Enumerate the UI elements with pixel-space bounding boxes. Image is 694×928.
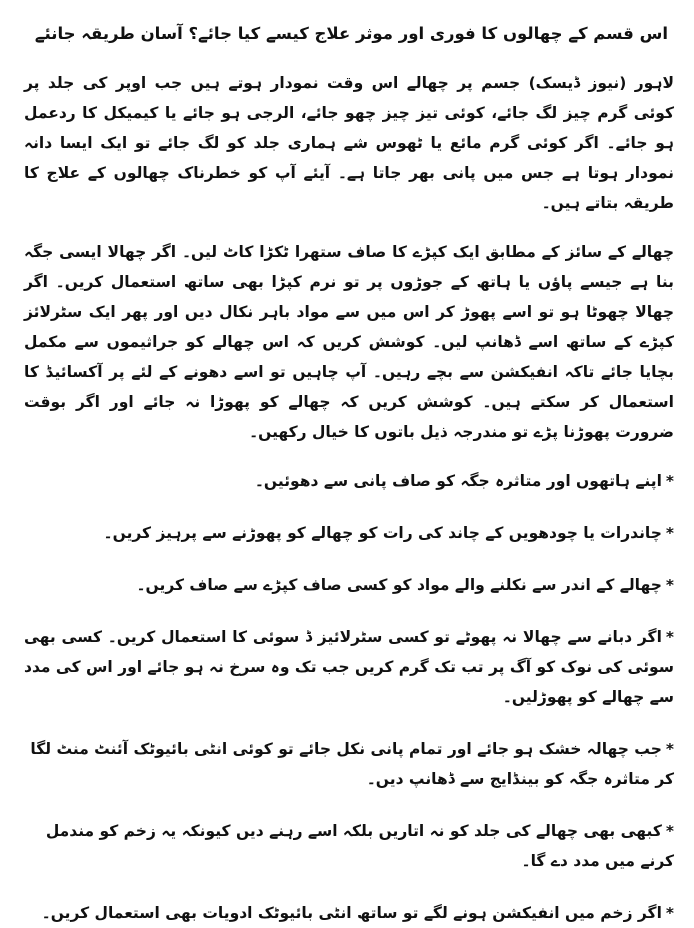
bullet-text: جب چھالہ خشک ہو جائے اور تمام پانی نکل جائے تو کوئی انٹی بائیوٹک آئنٹ منٹ لگا کر متاثرہ جگہ کو بینڈایج سے ڈھانپ دیں۔ — [30, 740, 674, 788]
bullet-text: اگر دبانے سے چھالا نہ پھوٹے تو کسی سٹرلائیز ڈ سوئی کا استعمال کریں۔ کسی بھی سوئی کی نوک کو آگ پر تب تک گرم کریں جب تک وہ سرخ نہ ہو جائے اور اس کی مدد سے چھالے کو پھوڑلیں۔ — [24, 628, 674, 706]
bullet-marker: * — [665, 576, 674, 594]
intro-paragraph: لاہور (نیوز ڈیسک) جسم پر چھالے اس وقت نمودار ہوتے ہیں جب اوپر کی جلد پر کوئی گرم چیز لگ جائے، کوئی تیز چیز چھو جائے، الرجی ہو جائے یا کیمیکل کا ردعمل ہو جائے۔ اگر کوئی گرم مائع یا ٹھوس شے ہماری جلد کو لگ جائے تو ایک ایسا دانہ نمودار ہوتا ہے جس میں پانی بھر جاتا ہے۔ آیئے آپ کو خطرناک چھالوں کے علاج کا طریقہ بتاتے ہیں۔ — [24, 74, 674, 212]
bullet-text: چاندرات یا چودھویں کے چاند کی رات کو چھالے کو پھوڑنے سے پرہیز کریں۔ — [103, 524, 662, 542]
bullet-marker: * — [665, 904, 674, 922]
bullet-item — [24, 570, 674, 600]
bullet-text: کبھی بھی چھالے کی جلد کو نہ اتاریں بلکہ اسے رہنے دیں کیونکہ یہ زخم کو مندمل کرنے میں مدد دے گا۔ — [45, 822, 674, 870]
bullet-item — [24, 622, 674, 712]
bullet-marker: * — [665, 628, 674, 646]
bullet-item — [24, 816, 674, 876]
bullet-text: اگر زخم میں انفیکشن ہونے لگے تو ساتھ انٹی بائیوٹک ادویات بھی استعمال کریں۔ — [41, 904, 662, 922]
bullet-marker: * — [665, 472, 674, 490]
bullet-text: چھالے کے اندر سے نکلنے والے مواد کو کسی صاف کپڑے سے صاف کریں۔ — [136, 576, 662, 594]
bullet-item — [24, 518, 674, 548]
bullet-marker: * — [665, 740, 674, 758]
bullet-item — [24, 898, 674, 928]
article-title: اس قسم کے چھالوں کا فوری اور موثر علاج کیسے کیا جائے؟ آسان طریقہ جانئے — [34, 24, 668, 43]
bullet-marker: * — [665, 822, 674, 840]
bullet-item — [24, 734, 674, 794]
treatment-paragraph: چھالے کے سائز کے مطابق ایک کپڑے کا صاف ستھرا ٹکڑا کاٹ لیں۔ اگر چھالا ایسی جگہ بنا ہے جیسے پاؤں یا ہاتھ کے جوڑوں پر تو نرم کپڑا بھی ساتھ استعمال کریں۔ اگر چھالا چھوٹا ہو تو اسے پھوڑ کر اس میں سے مواد باہر نکال دیں اور پھر ایک سٹرلائز کپڑے کے ساتھ اسے ڈھانپ لیں۔ کوشش کریں کہ اس چھالے کو جراثیموں سے مکمل بچایا جائے تاکہ انفیکشن سے بچے رہیں۔ آپ چاہیں تو اسے دھونے کے لئے پر آکسائیڈ کا استعمال کر سکتے ہیں۔ کوشش کریں کہ چھالے کو پھوڑا نہ جائے اور اگر بوقت ضرورت پھوڑنا پڑے تو مندرجہ ذیل باتوں کا خیال رکھیں۔ — [24, 243, 674, 441]
bullet-marker: * — [665, 524, 674, 542]
bullet-item — [24, 466, 674, 496]
bullet-text: اپنے ہاتھوں اور متاثرہ جگہ کو صاف پانی سے دھوئیں۔ — [254, 472, 662, 490]
